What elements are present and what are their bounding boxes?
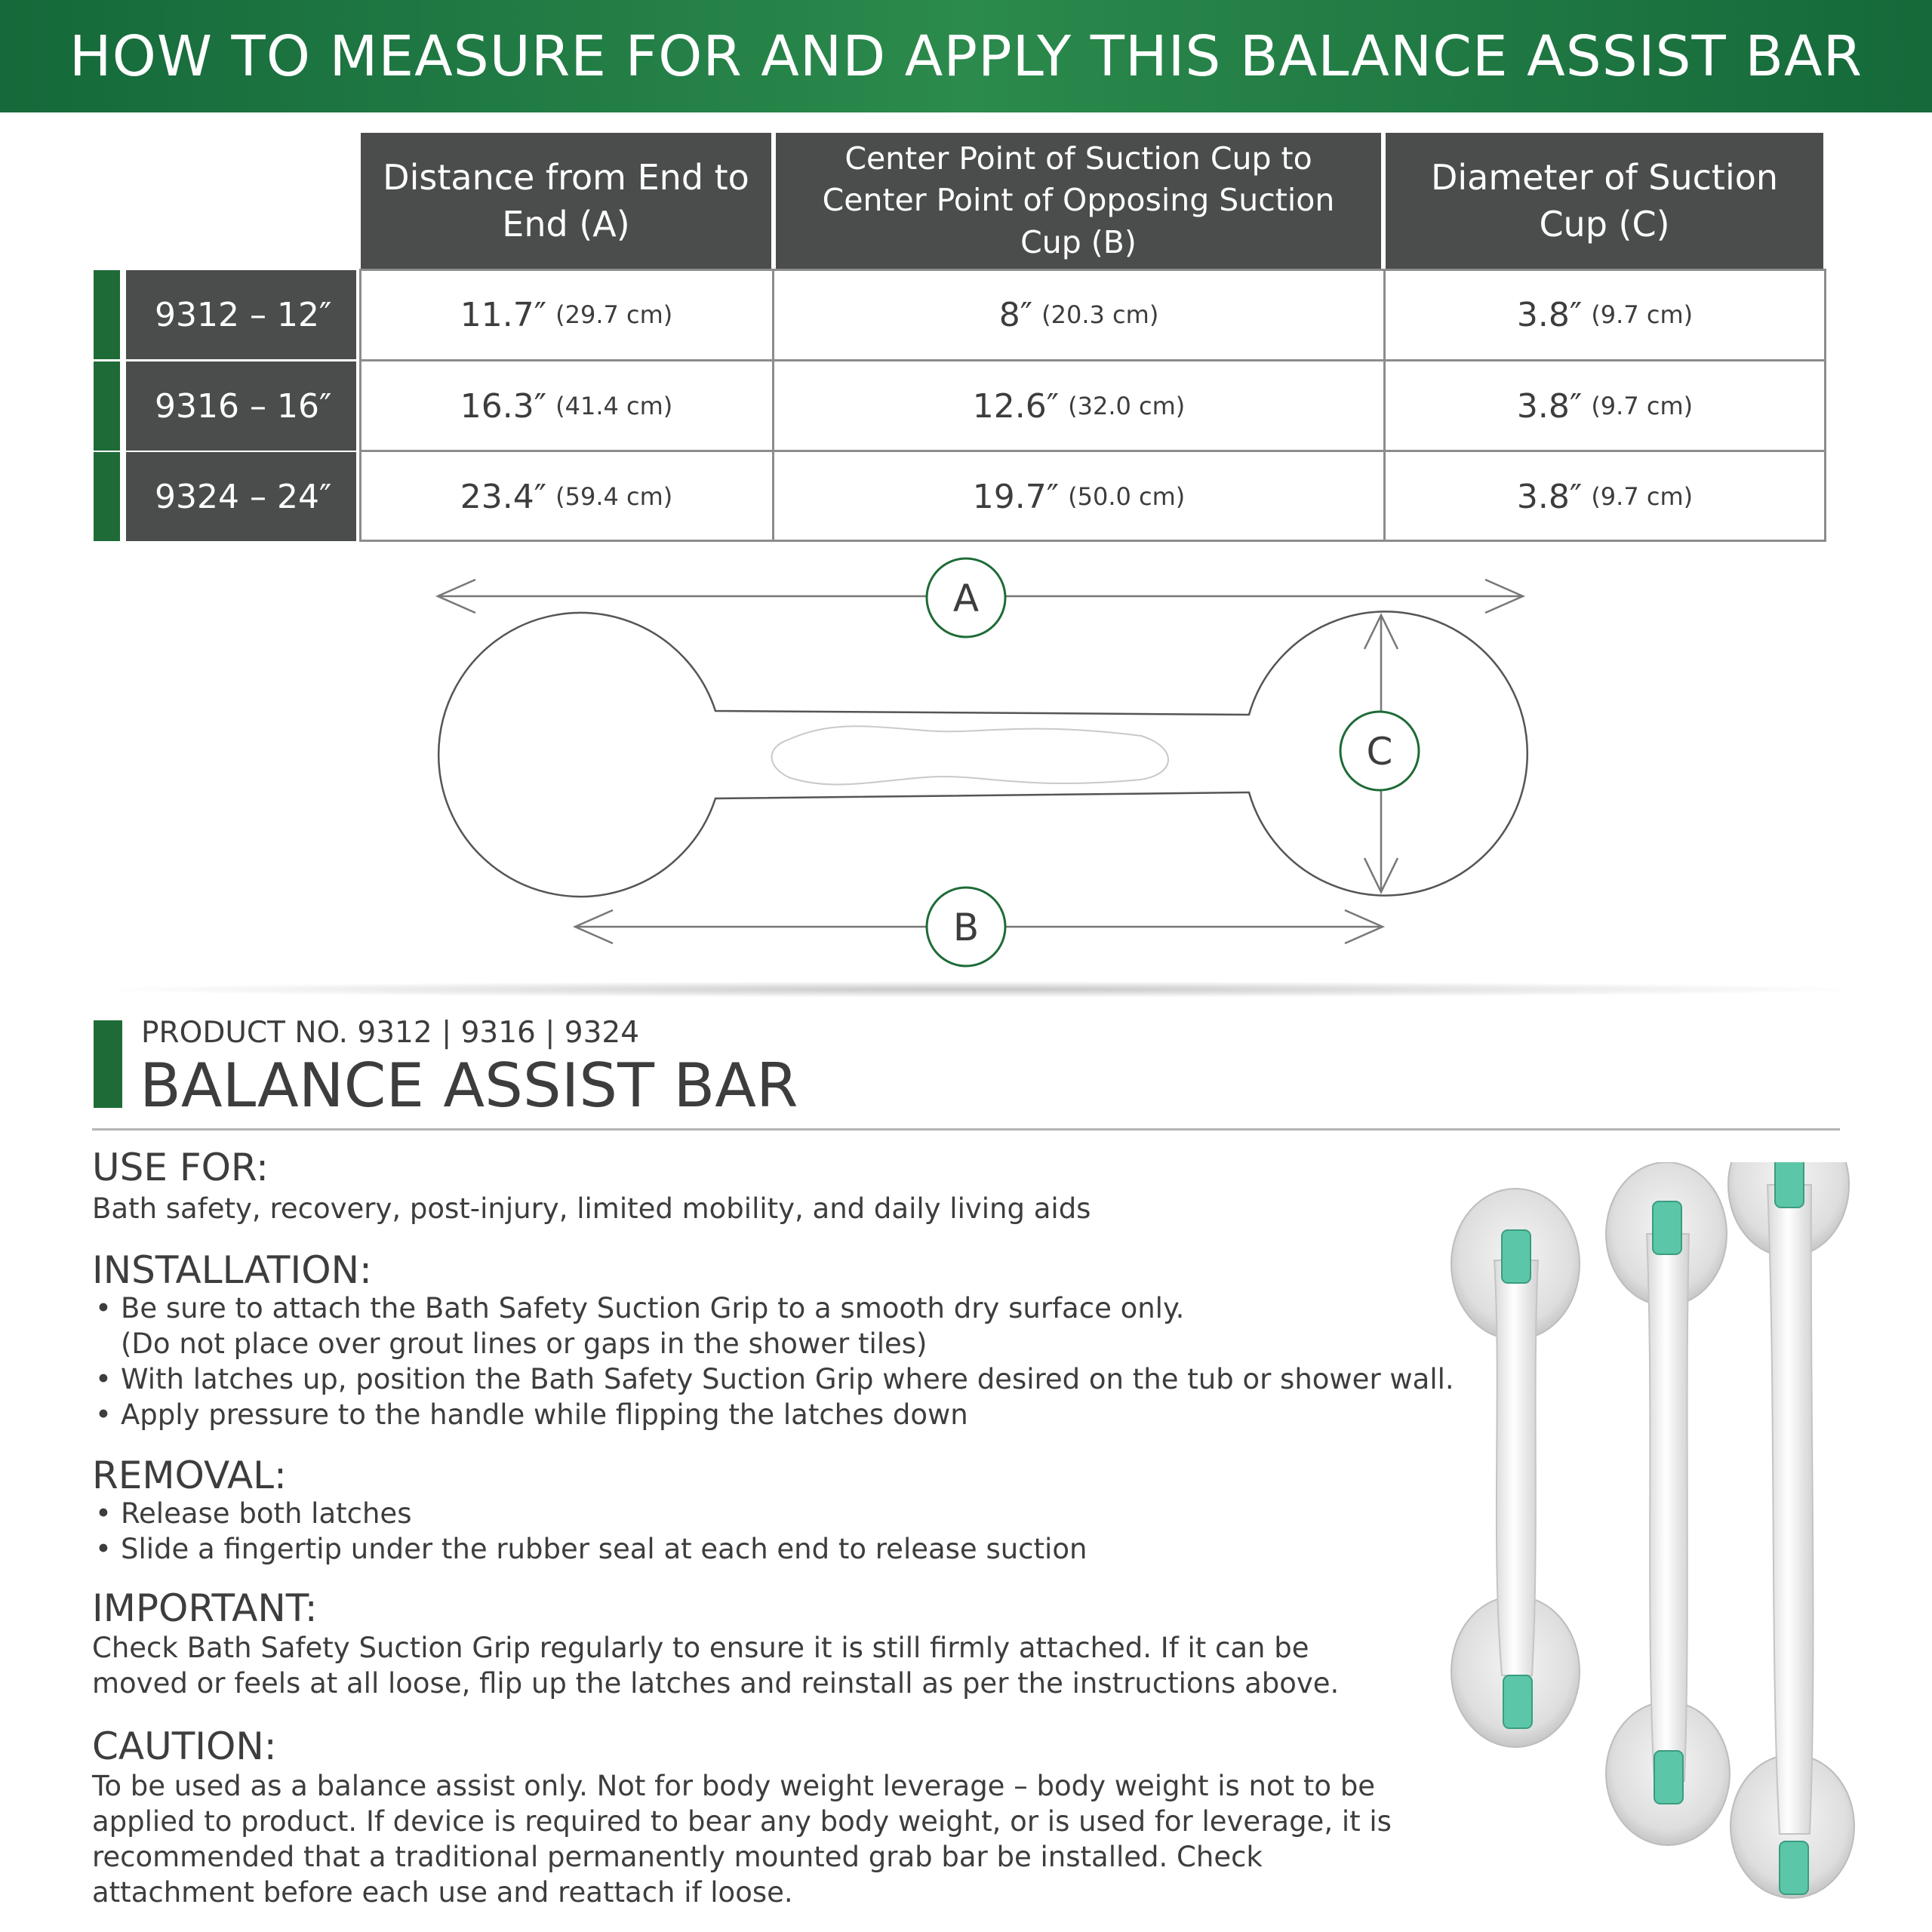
installation-list-continued <box>92 1361 1454 1432</box>
header-a-label: Distance from End to End (A) <box>383 156 749 245</box>
banner-title: HOW TO MEASURE FOR AND APPLY THIS BALANCE ASSIST BAR <box>69 23 1863 89</box>
value-cm: (50.0 cm) <box>1068 482 1186 511</box>
model-cell: 9316 – 16″ <box>126 361 356 451</box>
value-inches: 3.8″ <box>1516 295 1583 334</box>
list-item: • Slide a fingertip under the rubber seal at each end to release suction <box>92 1531 1087 1567</box>
list-item: • Be sure to attach the Bath Safety Suction Grip to a smooth dry surface only. <box>92 1291 1184 1326</box>
product-accent-bar <box>94 1020 122 1108</box>
bar-16-inch <box>1606 1162 1730 1845</box>
list-item: • Apply pressure to the handle while flipping the latches down <box>92 1397 1454 1432</box>
product-photo <box>1419 1162 1872 1902</box>
value-inches: 16.3″ <box>460 386 547 426</box>
installation-heading: INSTALLATION: <box>92 1248 372 1292</box>
removal-list <box>92 1496 1087 1567</box>
label-a: A <box>952 577 980 620</box>
installation-list <box>92 1291 1184 1326</box>
value-cm: (20.3 cm) <box>1041 300 1159 329</box>
value-inches: 23.4″ <box>460 477 547 516</box>
value-inches: 3.8″ <box>1516 477 1583 516</box>
list-item: • With latches up, position the Bath Safety Suction Grip where desired on the tub or shower wall. <box>92 1361 1454 1397</box>
bar-24-inch <box>1728 1162 1854 1898</box>
product-title: BALANCE ASSIST BAR <box>140 1051 798 1121</box>
removal-heading: REMOVAL: <box>92 1454 287 1497</box>
installation-note: (Do not place over grout lines or gaps in the shower tiles) <box>121 1327 928 1360</box>
value-cm: (9.7 cm) <box>1591 392 1694 420</box>
label-b-badge <box>927 888 1005 966</box>
use-for-heading: USE FOR: <box>92 1146 269 1189</box>
label-c-badge <box>1340 712 1419 790</box>
important-heading: IMPORTANT: <box>92 1586 318 1630</box>
value-inches: 8″ <box>998 295 1033 334</box>
value-inches: 12.6″ <box>972 386 1060 426</box>
header-c-label: Diameter of Suction Cup (C) <box>1430 156 1779 245</box>
value-cm: (41.4 cm) <box>555 392 673 420</box>
model-cell: 9324 – 24″ <box>126 452 356 541</box>
product-number: PRODUCT NO. 9312 | 9316 | 9324 <box>141 1016 640 1050</box>
caution-text: To be used as a balance assist only. Not for body weight leverage – body weight is not to be applied to product. If device is required to bear any body weight, or is used for leverage, it is recommended that a traditional permanently mounted grab bar be installed. Check attachment before each use and reattach if loose. <box>92 1770 1392 1909</box>
caution-heading: CAUTION: <box>92 1724 277 1768</box>
label-b: B <box>952 906 980 949</box>
section-divider-shadow <box>83 981 1879 998</box>
value-cm: (29.7 cm) <box>555 300 673 329</box>
value-cm: (9.7 cm) <box>1591 300 1694 329</box>
bar-12-inch <box>1451 1189 1580 1747</box>
value-inches: 11.7″ <box>460 295 547 334</box>
header-b-label: Center Point of Suction Cup to Center Point of Opposing Suction Cup (B) <box>822 140 1335 260</box>
value-inches: 19.7″ <box>972 477 1060 516</box>
use-for-text: Bath safety, recovery, post-injury, limited mobility, and daily living aids <box>92 1192 1091 1225</box>
model-cell: 9312 – 12″ <box>126 270 356 359</box>
important-text: Check Bath Safety Suction Grip regularly to ensure it is still firmly attached. If it can be moved or feels at all loose, flip up the latches and reinstall as per the instructions above. <box>92 1632 1340 1700</box>
label-a-badge <box>927 558 1005 637</box>
value-cm: (32.0 cm) <box>1068 392 1186 420</box>
value-cm: (59.4 cm) <box>555 482 673 511</box>
value-cm: (9.7 cm) <box>1591 482 1694 511</box>
list-item: • Release both latches <box>92 1496 1087 1531</box>
label-c: C <box>1366 730 1393 774</box>
value-inches: 3.8″ <box>1516 386 1583 426</box>
title-rule <box>92 1128 1840 1131</box>
